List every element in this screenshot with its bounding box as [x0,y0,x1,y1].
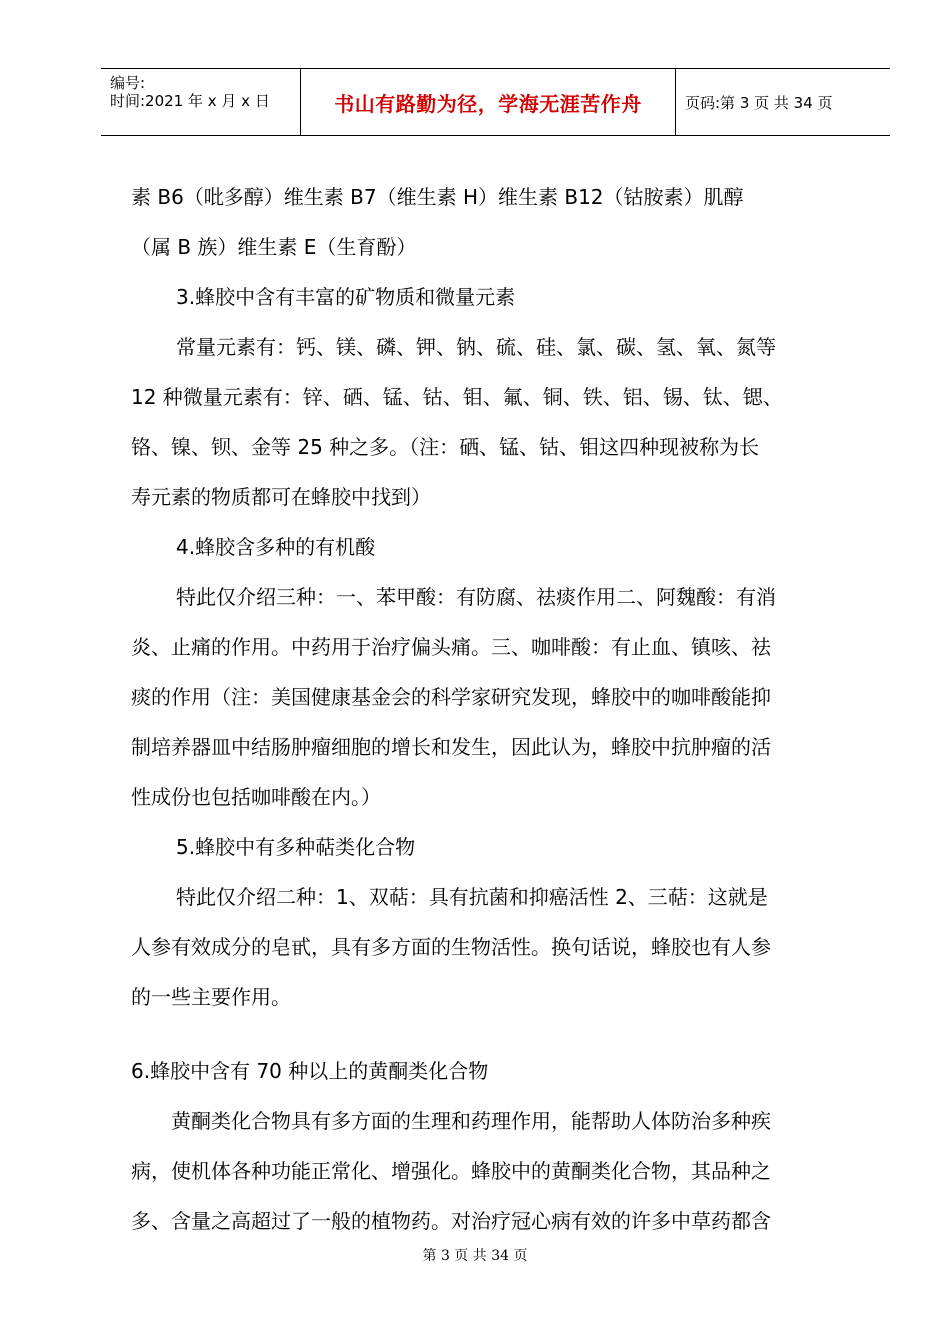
body-line: 铬、镍、钡、金等 25 种之多。（注：硒、锰、钴、钼这四种现被称为长 [131,435,760,459]
body-line: 的一些主要作用。 [131,985,291,1009]
page-footer: 第 3 页 共 34 页 [422,1248,528,1264]
body-line: 性成份也包括咖啡酸在内。） [131,785,381,809]
header-page-cell [676,69,890,135]
body-line: 炎、止痛的作用。中药用于治疗偏头痛。三、咖啡酸：有止血、镇咳、祛 [131,635,771,659]
body-line: 特此仅介绍三种：一、苯甲酸：有防腐、祛痰作用二、阿魏酸：有消 [176,585,776,609]
document-time-label: 时间:2021 年 x 月 x 日 [110,92,270,110]
document-number-label: 编号: [110,74,146,92]
body-line: 12 种微量元素有：锌、硒、锰、钴、钼、氟、铜、铁、铝、锡、钛、锶、 [131,385,783,409]
header-motto-cell [301,69,676,135]
header-meta [101,69,301,135]
body-line: 寿元素的物质都可在蜂胶中找到） [131,485,431,509]
page-header [101,68,890,136]
body-line: 人参有效成分的皂甙，具有多方面的生物活性。换句话说，蜂胶也有人参 [131,935,771,959]
section-heading: 3.蜂胶中含有丰富的矿物质和微量元素 [176,285,516,309]
body-line: 黄酮类化合物具有多方面的生理和药理作用，能帮助人体防治多种疾 [171,1109,771,1133]
body-line: 特此仅介绍二种：1、双萜：具有抗菌和抑癌活性 2、三萜：这就是 [176,885,768,909]
section-heading: 6.蜂胶中含有 70 种以上的黄酮类化合物 [131,1059,489,1083]
body-line: 制培养器皿中结肠肿瘤细胞的增长和发生，因此认为，蜂胶中抗肿瘤的活 [131,735,771,759]
header-motto: 书山有路勤为径，学海无涯苦作舟 [334,91,642,116]
body-line: 痰的作用（注：美国健康基金会的科学家研究发现，蜂胶中的咖啡酸能抑 [131,685,771,709]
document-body [131,172,863,1246]
section-heading: 4.蜂胶含多种的有机酸 [176,535,376,559]
body-line: 常量元素有：钙、镁、磷、钾、钠、硫、硅、氯、碳、氢、氧、氮等 [176,335,776,359]
body-line: 素 B6（吡多醇）维生素 B7（维生素 H）维生素 B12（钴胺素）肌醇 [131,185,744,209]
body-line: （属 B 族）维生素 E（生育酚） [131,235,417,259]
body-line: 多、含量之高超过了一般的植物药。对治疗冠心病有效的许多中草药都含 [131,1209,771,1233]
header-page-info: 页码:第 3 页 共 34 页 [685,93,833,112]
body-line: 病，使机体各种功能正常化、增强化。蜂胶中的黄酮类化合物，其品种之 [131,1159,771,1183]
section-heading: 5.蜂胶中有多种萜类化合物 [176,835,416,859]
